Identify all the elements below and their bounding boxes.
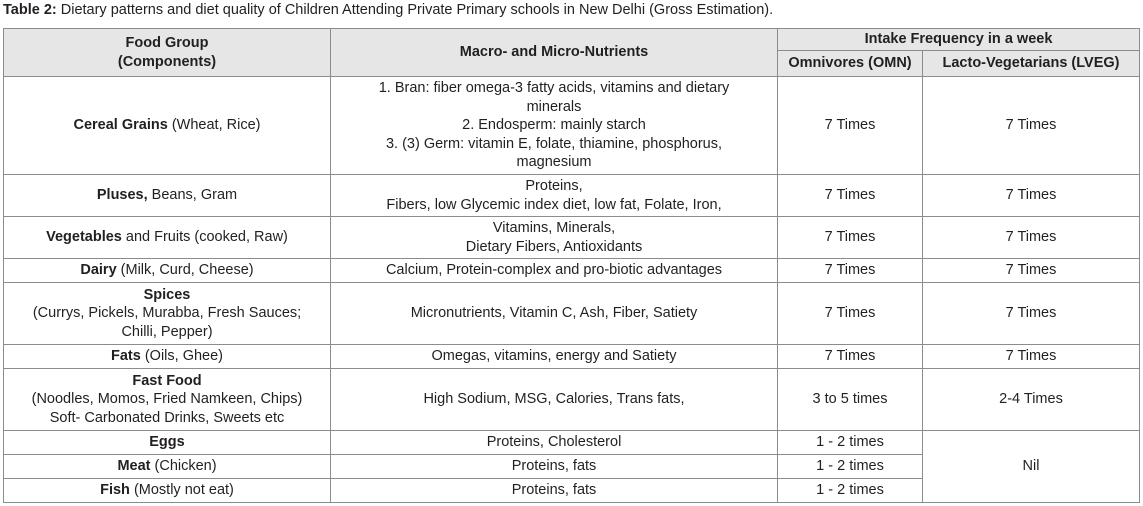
- lveg-nil-merged-cell: Nil: [923, 431, 1140, 503]
- food-group-cell: [4, 283, 331, 345]
- nutrients-cell: Proteins, fats: [331, 479, 778, 503]
- nutrients-cell: Micronutrients, Vitamin C, Ash, Fiber, Satiety: [331, 283, 778, 345]
- food-group-name: Fats: [110, 348, 141, 365]
- caption-label: Table 2:: [3, 2, 57, 18]
- header-food-group-line2: (Components): [117, 53, 217, 70]
- header-intake-frequency: Intake Frequency in a week: [778, 29, 1140, 51]
- nutrient-line: 2. Endosperm: mainly starch: [462, 117, 646, 134]
- table-row: [4, 369, 1140, 431]
- nutrient-line: Vitamins, Minerals,: [492, 220, 616, 236]
- nutrient-line: Proteins,: [525, 178, 583, 194]
- diet-table: [3, 28, 1140, 503]
- nutrient-line: minerals: [526, 98, 582, 115]
- food-group-name: Eggs: [149, 434, 185, 451]
- omn-frequency-cell: 7 Times: [778, 283, 923, 345]
- nutrient-line: Fibers, low Glycemic index diet, low fat, Folate, Iron,: [386, 196, 722, 213]
- omn-frequency-cell: 7 Times: [778, 259, 923, 283]
- omn-frequency-cell: 7 Times: [778, 77, 923, 175]
- nutrient-line: 3. (3) Germ: vitamin E, folate, thiamine, phosphorus,: [385, 135, 723, 152]
- table-row: [4, 283, 1140, 345]
- food-group-cell: [4, 77, 331, 175]
- food-group-name: Pluses,: [96, 187, 148, 204]
- food-group-name: Spices: [143, 286, 191, 303]
- table-row: [4, 77, 1140, 175]
- nutrient-line: Dietary Fibers, Antioxidants: [465, 238, 643, 255]
- food-group-components: (Mostly not eat): [129, 482, 234, 499]
- food-group-components: (Noodles, Momos, Fried Namkeen, Chips): [31, 391, 303, 408]
- food-group-name: Vegetables: [46, 229, 122, 246]
- food-group-cell: [4, 175, 331, 217]
- table-row: [4, 259, 1140, 283]
- nutrients-cell: [331, 175, 778, 217]
- nutrient-line: magnesium: [516, 154, 592, 171]
- omn-frequency-cell: 7 Times: [778, 217, 923, 259]
- food-group-components: (Oils, Ghee): [140, 348, 223, 365]
- food-group-name: Meat: [117, 458, 151, 475]
- food-group-components: Soft- Carbonated Drinks, Sweets etc: [49, 409, 285, 426]
- food-group-name: Cereal Grains: [73, 117, 168, 134]
- food-group-components: and Fruits (cooked, Raw): [121, 229, 288, 246]
- nutrient-line: 1. Bran: fiber omega-3 fatty acids, vitamins and dietary: [378, 80, 730, 97]
- lveg-frequency-cell: 7 Times: [923, 345, 1140, 369]
- food-group-cell: [4, 345, 331, 369]
- food-group-name: Dairy: [80, 262, 117, 279]
- table-row: [4, 175, 1140, 217]
- food-group-name: Fast Food: [132, 372, 202, 389]
- food-group-components: (Currys, Pickels, Murabba, Fresh Sauces;: [32, 305, 302, 322]
- food-group-components: (Chicken): [150, 458, 217, 475]
- nutrients-cell: Omegas, vitamins, energy and Satiety: [331, 345, 778, 369]
- omn-frequency-cell: 1 - 2 times: [778, 479, 923, 503]
- lveg-frequency-cell: 7 Times: [923, 283, 1140, 345]
- omn-frequency-cell: 3 to 5 times: [778, 369, 923, 431]
- header-nutrients: Macro- and Micro-Nutrients: [331, 29, 778, 77]
- header-lacto-vegetarians: Lacto-Vegetarians (LVEG): [923, 51, 1140, 77]
- omn-frequency-cell: 7 Times: [778, 175, 923, 217]
- header-food-group: [4, 29, 331, 77]
- table-caption: [3, 1, 773, 19]
- food-group-components: Chilli, Pepper): [121, 323, 213, 340]
- header-omnivores: Omnivores (OMN): [778, 51, 923, 77]
- food-group-cell: [4, 369, 331, 431]
- lveg-frequency-cell: 7 Times: [923, 259, 1140, 283]
- food-group-cell: [4, 479, 331, 503]
- nutrients-cell: Calcium, Protein-complex and pro-biotic advantages: [331, 259, 778, 283]
- omn-frequency-cell: 1 - 2 times: [778, 431, 923, 455]
- table-row: [4, 345, 1140, 369]
- food-group-components: (Wheat, Rice): [167, 117, 261, 134]
- lveg-frequency-cell: 7 Times: [923, 175, 1140, 217]
- food-group-name: Fish: [100, 482, 130, 499]
- food-group-components: (Milk, Curd, Cheese): [116, 262, 254, 279]
- table-row: [4, 217, 1140, 259]
- caption-text: Dietary patterns and diet quality of Children Attending Private Primary schools in New Delhi (Gross Estimation).: [56, 2, 774, 18]
- food-group-cell: [4, 431, 331, 455]
- food-group-components: Beans, Gram: [147, 187, 238, 204]
- food-group-cell: [4, 455, 331, 479]
- nutrients-cell: [331, 217, 778, 259]
- nutrients-cell: [331, 77, 778, 175]
- lveg-frequency-cell: 2-4 Times: [923, 369, 1140, 431]
- lveg-frequency-cell: 7 Times: [923, 77, 1140, 175]
- food-group-cell: [4, 217, 331, 259]
- lveg-frequency-cell: 7 Times: [923, 217, 1140, 259]
- nutrients-cell: Proteins, fats: [331, 455, 778, 479]
- nutrients-cell: High Sodium, MSG, Calories, Trans fats,: [331, 369, 778, 431]
- header-food-group-line1: Food Group: [125, 35, 209, 51]
- table-row: [4, 431, 1140, 455]
- omn-frequency-cell: 7 Times: [778, 345, 923, 369]
- food-group-cell: [4, 259, 331, 283]
- nutrients-cell: Proteins, Cholesterol: [331, 431, 778, 455]
- omn-frequency-cell: 1 - 2 times: [778, 455, 923, 479]
- table-body: [4, 77, 1140, 503]
